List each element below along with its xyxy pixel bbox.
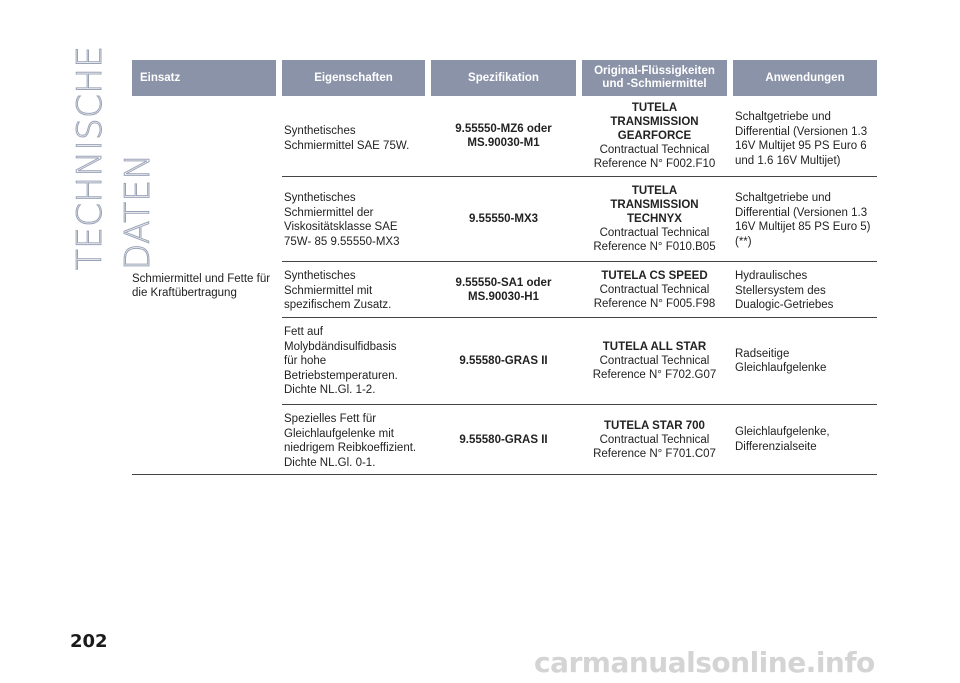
product-name: TUTELA CS SPEED — [601, 269, 708, 282]
usage-cell: Schmiermittel und Fette für die Kraftübertragung — [132, 273, 271, 299]
applications-cell: Schaltgetriebe und Differential (Versionen 1.3 16V Multijet 85 PS Euro 5) (**) — [735, 192, 871, 248]
properties-cell: Synthetisches Schmiermittel SAE 75W. — [284, 125, 410, 152]
applications-cell: Hydraulisches Stellersystem des Dualogic-Getriebes — [735, 270, 834, 311]
specification-cell: 9.55580-GRAS II — [459, 433, 548, 446]
product-cell — [582, 318, 727, 404]
header-einsatz: Einsatz — [132, 60, 276, 96]
product-reference: Contractual Technical Reference N° F010.B05 — [593, 227, 716, 253]
product-cell — [582, 262, 727, 317]
applications-cell: Schaltgetriebe und Differential (Versionen 1.3 16V Multijet 95 PS Euro 6 und 1.6 16V Multijet) — [735, 111, 868, 167]
applications-cell: Radseitige Gleichlaufgelenke — [735, 347, 827, 374]
lubricants-table — [132, 60, 877, 475]
properties-cell: Synthetisches Schmiermittel mit spezifischem Zusatz. — [284, 270, 392, 311]
table-row — [282, 317, 877, 404]
table-row — [282, 96, 877, 176]
product-cell — [582, 96, 727, 176]
specification-cell: 9.55550-SA1 oder MS.90030-H1 — [455, 276, 552, 303]
table-row — [282, 261, 877, 317]
product-cell — [582, 405, 727, 474]
properties-cell: Fett auf Molybdändisulfidbasis für hohe Betriebstemperaturen. Dichte NL.Gl. 1-2. — [284, 326, 398, 396]
properties-cell: Spezielles Fett für Gleichlaufgelenke mit niedrigem Reibkoeffizient. Dichte NL.Gl. 0-1. — [284, 413, 417, 469]
table-body — [132, 96, 877, 475]
header-eigenschaften: Eigenschaften — [282, 60, 425, 96]
table-header — [132, 60, 877, 96]
product-name: TUTELA ALL STAR — [602, 341, 707, 353]
product-name: TUTELA TRANSMISSION GEARFORCE — [610, 102, 699, 142]
product-reference: Contractual Technical Reference N° F005.F98 — [593, 283, 716, 310]
header-anwendungen: Anwendungen — [733, 60, 877, 96]
product-name: TUTELA TRANSMISSION TECHNYX — [610, 185, 699, 225]
table-row — [282, 404, 877, 474]
product-reference: Contractual Technical Reference N° F701.C07 — [593, 433, 716, 460]
specification-cell: 9.55550-MX3 — [468, 213, 539, 225]
watermark: carmanualsonline.info — [534, 646, 875, 679]
product-reference: Contractual Technical Reference N° F002.F10 — [593, 144, 716, 170]
product-reference: Contractual Technical Reference N° F702.G07 — [592, 355, 717, 381]
table-row — [282, 176, 877, 261]
specification-cell: 9.55550-MZ6 oder MS.90030-M1 — [455, 123, 552, 149]
page-number: 202 — [70, 631, 108, 652]
specification-cell: 9.55580-GRAS II — [459, 355, 548, 367]
header-spezifikation: Spezifikation — [431, 60, 576, 96]
product-cell — [582, 177, 727, 261]
header-fluessigkeiten: Original-Flüssigkeiten und -Schmiermittel — [582, 60, 727, 96]
section-title: TECHNISCHE DATEN — [70, 45, 158, 270]
properties-cell: Synthetisches Schmiermittel der Viskositätsklasse SAE 75W- 85 9.55550-MX3 — [284, 192, 400, 248]
applications-cell: Gleichlaufgelenke, Differenzialseite — [735, 426, 830, 453]
product-name: TUTELA STAR 700 — [604, 419, 705, 432]
